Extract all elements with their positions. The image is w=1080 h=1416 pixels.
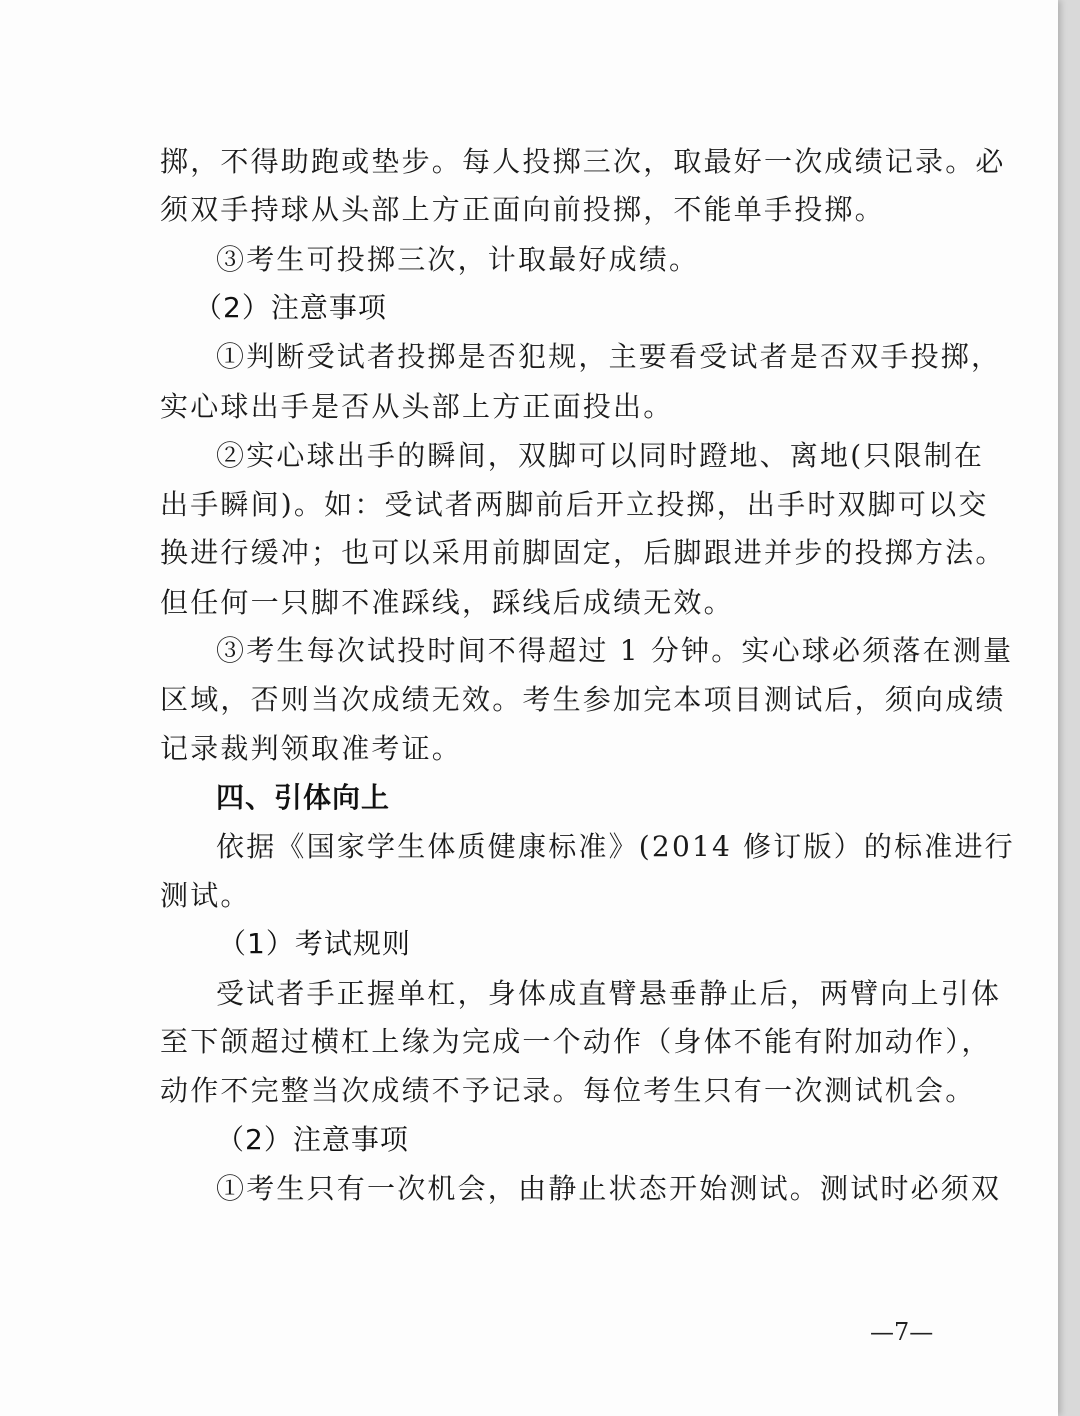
body-line: ①判断受试者投掷是否犯规，主要看受试者是否双手投掷， [216, 340, 1002, 373]
body-line: 动作不完整当次成绩不予记录。每位考生只有一次测试机会。 [160, 1074, 976, 1107]
body-line: ③考生每次试投时间不得超过 1 分钟。实心球必须落在测量 [216, 634, 1014, 667]
body-line: ①考生只有一次机会，由静止状态开始测试。测试时必须双 [216, 1172, 1002, 1205]
body-line: ③考生可投掷三次，计取最好成绩。 [216, 243, 700, 276]
body-line: 但任何一只脚不准踩线，踩线后成绩无效。 [160, 586, 734, 619]
body-line: 依据《国家学生体质健康标准》(2014 修订版）的标准进行 [216, 830, 1015, 863]
body-line: 受试者手正握单杠，身体成直臂悬垂静止后，两臂向上引体 [216, 977, 1002, 1010]
body-line: 至下颌超过横杠上缘为完成一个动作（身体不能有附加动作）， [160, 1025, 992, 1058]
body-line: 出手瞬间)。如：受试者两脚前后开立投掷，出手时双脚可以交 [160, 488, 989, 521]
body-line: 实心球出手是否从头部上方正面投出。 [160, 390, 674, 423]
page-number: —7— [870, 1318, 934, 1346]
chapter-heading: 四、引体向上 [216, 781, 391, 814]
body-line: 须双手持球从头部上方正面向前投掷，不能单手投掷。 [160, 193, 885, 226]
body-line: 记录裁判领取准考证。 [160, 732, 463, 765]
body-line: 区域，否则当次成绩无效。考生参加完本项目测试后，须向成绩 [160, 683, 1006, 716]
section-heading: （1）考试规则 [218, 927, 411, 960]
section-heading: （2）注意事项 [216, 1123, 409, 1156]
body-line: ②实心球出手的瞬间，双脚可以同时蹬地、离地(只限制在 [216, 439, 985, 472]
body-line: 测试。 [160, 879, 251, 912]
section-heading: （2）注意事项 [194, 291, 387, 324]
body-line: 掷，不得助跑或垫步。每人投掷三次，取最好一次成绩记录。必 [160, 145, 1006, 178]
body-line: 换进行缓冲；也可以采用前脚固定，后脚跟进并步的投掷方法。 [160, 536, 1006, 569]
